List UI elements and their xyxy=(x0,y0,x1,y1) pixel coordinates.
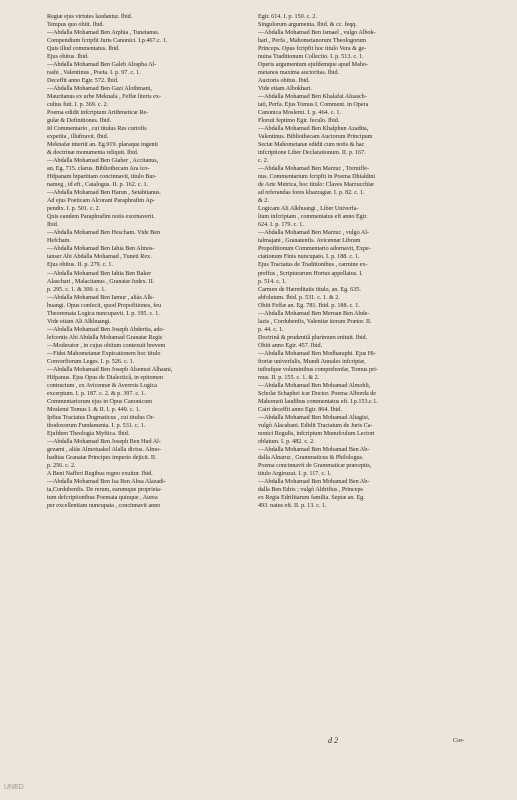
text-line: Ibid. xyxy=(47,222,59,229)
text-line: —Abdalla Mohamad Ben Khalphun Azadita, xyxy=(258,126,369,133)
text-line: Ad ejus Poeticam Alcorani Paraphrafim Ap- xyxy=(47,198,155,205)
text-line: infcriptione Liber Declarationum. II. p. 167. xyxy=(258,150,366,157)
text-line: Ejufdem Theologia Myftica. Ibid. xyxy=(47,430,130,437)
text-line: Carmen de Hæreditatis titulo, an. Eg. 635. xyxy=(258,286,361,293)
text-line: oblatum. I. p. 482. c. 2. xyxy=(258,438,315,445)
text-line: c. 2. xyxy=(258,158,269,165)
text-line: Quis eandem Paraphrafim notis exornaverit. xyxy=(47,214,155,221)
text-line: Tempus quo obiit. Ibid. xyxy=(47,22,104,29)
text-line: —Abdalla Mohamad Ben Arphia , Tunetanus. xyxy=(47,30,160,37)
text-line: ta,Cordubenfis. De rerum, earumque proprieta- xyxy=(47,486,162,493)
text-line: ftoriæ univerfalis, Mundi Annales infcriptæ, xyxy=(258,358,366,365)
text-line: Ipfius Tractatus Dogmaticus , cui titulus Or- xyxy=(47,414,155,421)
text-line: —Abdalla Mohamad Ben Mohamad Altagisi, xyxy=(258,414,370,421)
text-line: —Abdalla Mohamad Ben Hescham. Vide Ben xyxy=(47,230,161,237)
text-line: —Abdalla Mohamad Ben Joseph Abderita, ado- xyxy=(47,326,165,333)
text-line: gezami , aliàs Almotuakel Alalla dictus. Almo- xyxy=(47,446,162,453)
text-line: Cairi deceffit anno Egir. 864. Ibid. xyxy=(258,406,342,413)
text-line: Propofitionum Commentario adornavit, Expe- xyxy=(258,246,371,253)
text-line: Vide etiam Ali Alkhuangi. xyxy=(47,318,111,325)
text-line: Converfiorum Leges. I. p. 526. c. 1. xyxy=(47,358,135,365)
text-line: Obiit anno Egir. 457. Ibid. xyxy=(258,342,323,349)
text-line: Ejus Tractatus de Traditionibus , carmine ex- xyxy=(258,262,368,269)
library-watermark: UNED xyxy=(4,784,24,791)
text-line: ex Regia Edrifitarum familia. Septæ an. Eg. xyxy=(258,494,365,501)
text-line: Hifpanam bipartitam concinnavit, titulo Bur- xyxy=(47,174,157,181)
text-line: Id Commentario , cui titulus Res curiofis xyxy=(47,126,147,133)
text-line: —Abdalla Mohamad Ben Mohamad Ben Ab- xyxy=(258,446,370,453)
text-line: Floruit feptimo Egir. feculo. Ibid. xyxy=(258,118,340,125)
text-line: —Fidei Mahometanæ Expicationem hoc titulo xyxy=(47,350,161,357)
text-line: expetita , illuftravit. Ibid. xyxy=(47,134,109,141)
text-line: —Abdalla Mohamad Ben Meruan Ben Abde- xyxy=(258,310,370,317)
text-line: p. 295. c. 1. & 300. c. 1. xyxy=(47,286,106,293)
text-line: Doctrinâ & prudentiâ plurimum enituit. Ibid. xyxy=(258,334,368,341)
text-line: —Abdalla Mohamad Ben Iamur , aliàs Alk- xyxy=(47,294,155,301)
text-line: Operis argumentum ejufdemque apud Maho- xyxy=(258,62,368,69)
text-line: thodoxorum Fundamenta. I. p. 531. c. 1. xyxy=(47,422,146,429)
text-line: Sectæ Mahometanæ edidit cum notis & hac xyxy=(258,142,365,149)
text-line: haditas Granatæ Principes imperio dejicit. II. xyxy=(47,454,157,461)
text-line: dalla Ben Edris ; vulgò Aldrifius , Princeps xyxy=(258,486,363,493)
text-line: A Beni Nafferi Regibus regno exuitur. Ibid. xyxy=(47,470,153,477)
text-line: Canonica Moslemi. I. p. 464. c. 1. xyxy=(258,110,341,117)
text-line: —Abdalla Mohamad Ben Ismael , vulgo Albok- xyxy=(258,30,376,37)
text-line: ctationum Finis nuncupato. I. p. 188. c. 1. xyxy=(258,254,360,261)
text-line: Ejus obitus. II. p. 279. c. 1. xyxy=(47,262,113,269)
catchword: Cor- xyxy=(453,737,465,744)
text-line: dalla Alnaruz , Grammaticus & Philologus. xyxy=(258,454,364,461)
text-line: talmajani , Granatenfis. Avicennæ Librum xyxy=(258,238,361,245)
text-line: an. Eg. 715. clarus. Bibliothecam Ara ico- xyxy=(47,166,150,173)
text-line: —Abdalla Mohamad Ben Mohamad Almohli, xyxy=(258,382,371,389)
text-line: Compendium fcripfit Juris Canonici. I.p.467.c. 1. xyxy=(47,38,168,45)
text-line: 493. natus eft. II. p. 13. c. 1. xyxy=(258,502,327,509)
text-line: tati, Perfa. Ejus Tomus I. Comment. in Opera xyxy=(258,102,369,109)
text-line: Mauritanus ex urbe Meknafa , Feffæ literis ex- xyxy=(47,94,161,101)
text-line: Ejus obitus. Ibid. xyxy=(47,54,89,61)
text-line: vulgò Alacabani. Edidit Tractatum de Juris Ca- xyxy=(258,422,373,429)
text-line: Quis illud commentatus. Ibid. xyxy=(47,46,120,53)
text-line: —Abdalla Mohamad Ben Marzuc , vulgo Al- xyxy=(258,230,369,237)
text-line: lefcentis Abi Abdalla Mohamad Granatæ Regis xyxy=(47,334,163,341)
text-line: Theoremata Logica nuncupavit. I. p. 195. c. 1. xyxy=(47,310,160,317)
text-line: Poema concinnavit de Grammaticæ præceptis, xyxy=(258,462,372,469)
text-line: Meknafæ interiit an. Eg.919. plaraque ingenii xyxy=(47,142,158,149)
text-line: Princeps. Opus fcripfit hoc titulo Vera & ge- xyxy=(258,46,367,53)
text-line: huangi. Opus confecit, quod Propofitiones, feu xyxy=(47,302,162,309)
text-line: Deceffit anno Egir. 572. Ibid. xyxy=(47,78,119,85)
text-line: Hefcham. xyxy=(47,238,71,245)
text-line: —Abdalla Mohamad Ben Galeb Alrapha Al- xyxy=(47,62,157,69)
text-line: Auctoris obitus. Ibid. xyxy=(258,78,310,85)
text-line: tanser Abi Abdalla Mohamad , Tuneti Rex. xyxy=(47,254,152,261)
text-line: Hifpanus. Ejus Opus de Dialecticâ, in epitomen xyxy=(47,374,164,381)
text-line: Alaschari , Malacitanus , Granatæ Judex. II. xyxy=(47,278,155,285)
text-line: per excellentiam nuncupata , concinnavit anno xyxy=(47,502,161,509)
text-line: lazis , Cordubenfis, Valentiæ iterum Prætor. II. xyxy=(258,318,372,325)
text-line: —Moderator , in cujus obitum contexuit brevem xyxy=(47,342,166,349)
signature-mark: d 2 xyxy=(328,736,338,745)
text-line: nus. Commentarium fcripfit in Poema Dhialdini xyxy=(258,174,376,181)
text-line: Singulorum argumenta. Ibid. & cc. feqq. xyxy=(258,22,357,29)
text-line: lium infcriptam , commentatus eft anno Egir. xyxy=(258,214,368,221)
text-line: Commentariorum ejus in Opus Canonicum xyxy=(47,398,153,405)
text-line: titulo Argiruzat. I. p. 117. c. 1. xyxy=(258,470,332,477)
text-line: p. 514. c. 1. xyxy=(258,278,287,285)
text-line: —Abdalla Mohamad Ben Harun , Setabitanus. xyxy=(47,190,161,197)
text-line: —Abdalla Mohamad Ben Mohamad Ben Ab- xyxy=(258,478,370,485)
text-line: tuibufque voluminibus comprehenfæ, Tomus pri- xyxy=(258,366,378,373)
text-line: Scholæ Schaphei icæ Doctor. Poema Alborda de xyxy=(258,390,376,397)
text-line: rashi , Valentinus , Poeta. I. p. 97. c. 1. xyxy=(47,70,141,77)
text-line: cultus fuit. I. p. 369. c. 2. xyxy=(47,102,109,109)
text-line: —Abdalla Mohamad Ben Iahia Ben Almos- xyxy=(47,246,155,253)
text-line: gulæ & Definitiones. Ibid. xyxy=(47,118,112,125)
text-line: p. 44. c. 1. xyxy=(258,326,284,333)
text-line: Regiæ ejus virtutes laudantur. Ibid. xyxy=(47,14,133,20)
text-line: excerptum. I. p. 187. c. 2. & p. 397. c. 1. xyxy=(47,390,146,397)
text-line: mus. II. p. 155. c. 1. & 2. xyxy=(258,374,320,381)
text-line: p. 256. c. 2. xyxy=(47,462,76,469)
text-line: —Abdalla Mohamad Ben Iahia Ben Baker xyxy=(47,270,152,277)
text-line: Moslemi Tomus I. & II. I. p. 449. c. 1. xyxy=(47,406,141,413)
text-line: metanos maxima auctoritas. Ibid. xyxy=(258,70,340,77)
right-column xyxy=(258,13,472,510)
text-line: 624. I. p. 179. c. 1. xyxy=(258,222,304,229)
text-line: & doctrinæ monumenta reliquit. Ibid. xyxy=(47,150,139,157)
text-line: —Abdalla Mohamad Ben Isa Ben Absa Alazadi- xyxy=(47,478,166,485)
text-line: pendix. I. p. 501. c. 2. xyxy=(47,206,101,213)
text-line: Egir. 614. I. p. 150. c. 2. xyxy=(258,14,317,20)
text-line: —Abdalla Mohamad Ben Joseph Ben Hud Al- xyxy=(47,438,161,445)
text-line: Valentinus. Bibliothecam Auctorum Principum xyxy=(258,134,373,141)
text-line: Poema edidit infcriptum Arithmeticæ Re- xyxy=(47,110,149,117)
text-line: Mahometi laudibus commentatus eft. I.p.153.c.1. xyxy=(258,398,378,405)
text-line: —Abdalla Mohamad Ben Joseph Alsenusi Alhasni, xyxy=(47,366,173,373)
text-line: nuina Traditionum Collectio. I. p. 513. c. 1. xyxy=(258,54,364,61)
left-column xyxy=(47,13,256,510)
text-line: hari , Perfa , Mahometanorum Theologorum xyxy=(258,38,367,45)
text-line: tum defcriptionibus Poemata quinque , Aurea xyxy=(47,494,158,501)
text-line: preffus , Scripturarum Hortus appellatus. I. xyxy=(258,270,363,277)
text-line: & 2. xyxy=(258,198,269,205)
text-line: contractum , ex Avicennæ & Averrois Logica xyxy=(47,382,157,389)
text-line: —Abdalla Mohamad Ben Giaber , Accitanus, xyxy=(47,158,159,165)
text-line: ad referandas fores khazragiæ. I. p. 82. c. 1. xyxy=(258,190,365,197)
text-line: Vide etiam Albokhari. xyxy=(258,86,312,93)
text-line: Logicam Ali Alkhuangi , Liber Univerfa- xyxy=(258,206,359,213)
text-line: —Abdalla Mohamad Ben Modharaphi. Ejus Hi- xyxy=(258,350,376,357)
text-line: —Abdalla Mohamad Ben Khalafat Aluasch- xyxy=(258,94,367,101)
text-line: nameg , id eft , Catalogus. II. p. 162. c. 1. xyxy=(47,182,149,189)
text-line: —Abdalla Mohamad Ben Marzuc , Tremiffe- xyxy=(258,166,369,173)
text-line: —Abdalla Mohamad Ben Gazi Alothmani, xyxy=(47,86,152,93)
text-line: abfolutum. Ibid. p. 531. c. 1. & 2. xyxy=(258,294,340,301)
text-line: nonici Regulis, infcriptum Munufculum Lectori xyxy=(258,430,375,437)
text-line: de Arte Metrica, hoc titulo: Claves Marzucchiæ xyxy=(258,182,374,189)
text-line: Obiit Feffæ an. Eg. 781. Ibid. p. 188. c. 1. xyxy=(258,302,360,309)
